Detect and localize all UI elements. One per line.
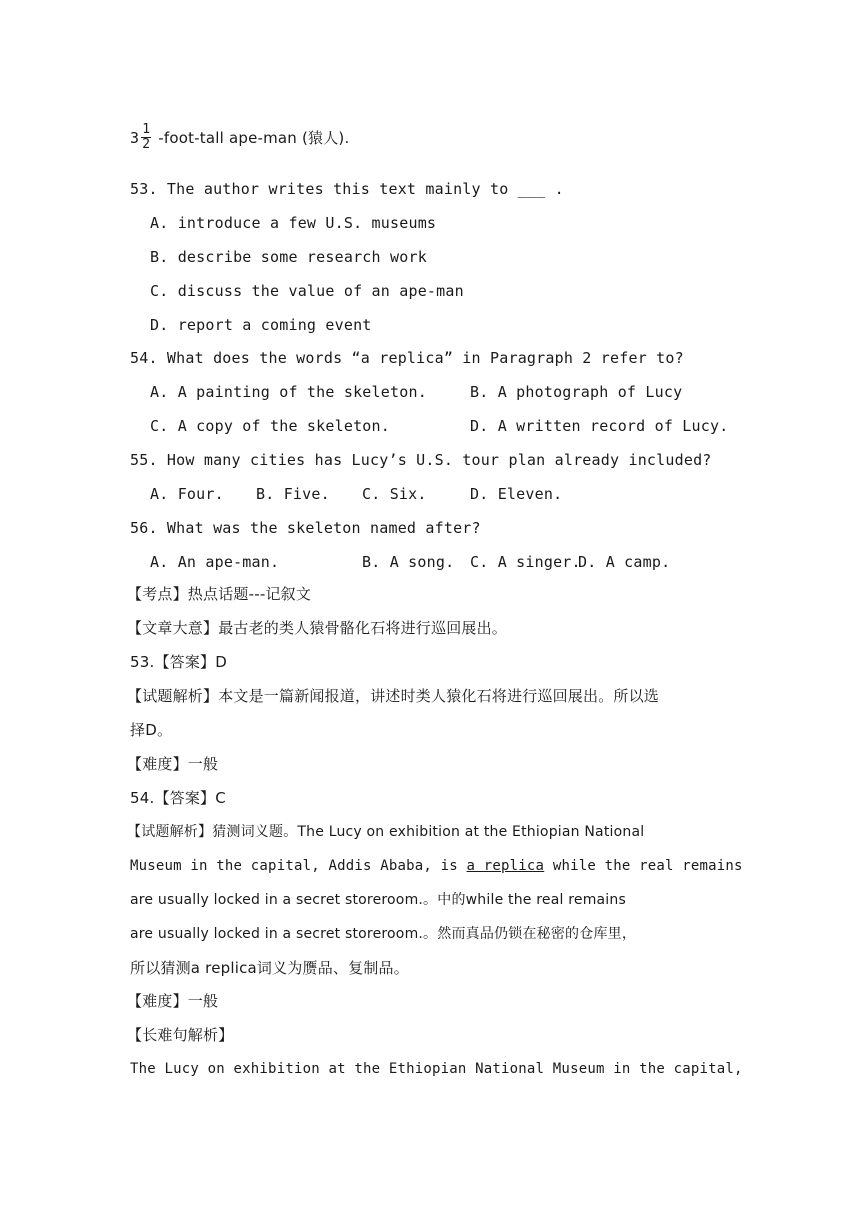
question-53-option-a: A. introduce a few U.S. museums — [150, 214, 437, 232]
explanation-54-line-3: are usually locked in a secret storeroom.。中的while the real remains — [130, 892, 626, 908]
kaodian-line: 【考点】热点话题---记叙文 — [127, 585, 312, 603]
question-55-stem: 55. How many cities has Lucy’s U.S. tour plan already included? — [130, 451, 712, 469]
intro-line — [130, 124, 349, 153]
question-56-option-b: B. A song. — [362, 553, 455, 571]
question-53-option-c: C. discuss the value of an ape-man — [150, 282, 464, 300]
question-54-stem: 54. What does the words “a replica” in Paragraph 2 refer to? — [130, 349, 684, 367]
explanation-54-line-2 — [130, 856, 743, 876]
question-54-option-a: A. A painting of the skeleton. — [150, 383, 427, 401]
question-54-option-b: B. A photograph of Lucy — [470, 383, 683, 401]
intro-text: -foot-tall ape-man (猿人). — [153, 129, 350, 147]
question-56-stem: 56. What was the skeleton named after? — [130, 519, 481, 537]
replica-underlined: a replica — [466, 858, 545, 874]
question-53-stem: 53. The author writes this text mainly to ___ . — [130, 180, 564, 198]
explanation-54-text-b: while the real remains — [544, 858, 743, 874]
long-sentence-heading: 【长难句解析】 — [127, 1026, 234, 1044]
question-53-option-b: B. describe some research work — [150, 248, 427, 266]
question-55-option-d: D. Eleven. — [470, 485, 563, 503]
question-56-option-d: D. A camp. — [578, 553, 671, 571]
fraction-whole: 3 — [130, 129, 140, 147]
question-55-option-b: B. Five. — [256, 485, 330, 503]
difficulty-53: 【难度】一般 — [127, 755, 219, 773]
explanation-53-line-1: 【试题解析】本文是一篇新闻报道，讲述时类人猿化石将进行巡回展出。所以选 — [127, 687, 660, 705]
long-sentence-text: The Lucy on exhibition at the Ethiopian National Museum in the capital, — [130, 1061, 743, 1077]
difficulty-54: 【难度】一般 — [127, 992, 219, 1010]
explanation-53-line-2: 择D。 — [130, 721, 173, 739]
summary-line: 【文章大意】最古老的类人猿骨骼化石将进行巡回展出。 — [127, 619, 508, 637]
explanation-54-text-a: Museum in the capital, Addis Ababa, is — [130, 858, 467, 874]
question-56-option-a: A. An ape-man. — [150, 553, 280, 571]
explanation-54-line-5: 所以猜测a replica词义为赝品、复制品。 — [130, 959, 409, 977]
question-54-option-d: D. A written record of Lucy. — [470, 417, 729, 435]
explanation-54-line-1: 【试题解析】猜测词义题。The Lucy on exhibition at the Ethiopian National — [127, 824, 645, 840]
fraction-half: $\frac{1}{2}$ — [142, 122, 151, 152]
question-55-option-c: C. Six. — [362, 485, 427, 503]
question-53-option-d: D. report a coming event — [150, 316, 372, 334]
question-54-option-c: C. A copy of the skeleton. — [150, 417, 390, 435]
answer-53: 53.【答案】D — [130, 653, 228, 671]
answer-54: 54.【答案】C — [130, 789, 226, 807]
question-55-option-a: A. Four. — [150, 485, 224, 503]
explanation-54-line-4: are usually locked in a secret storeroom.。然而真品仍锁在秘密的仓库里， — [130, 926, 637, 942]
question-56-option-c: C. A singer. — [470, 553, 581, 571]
